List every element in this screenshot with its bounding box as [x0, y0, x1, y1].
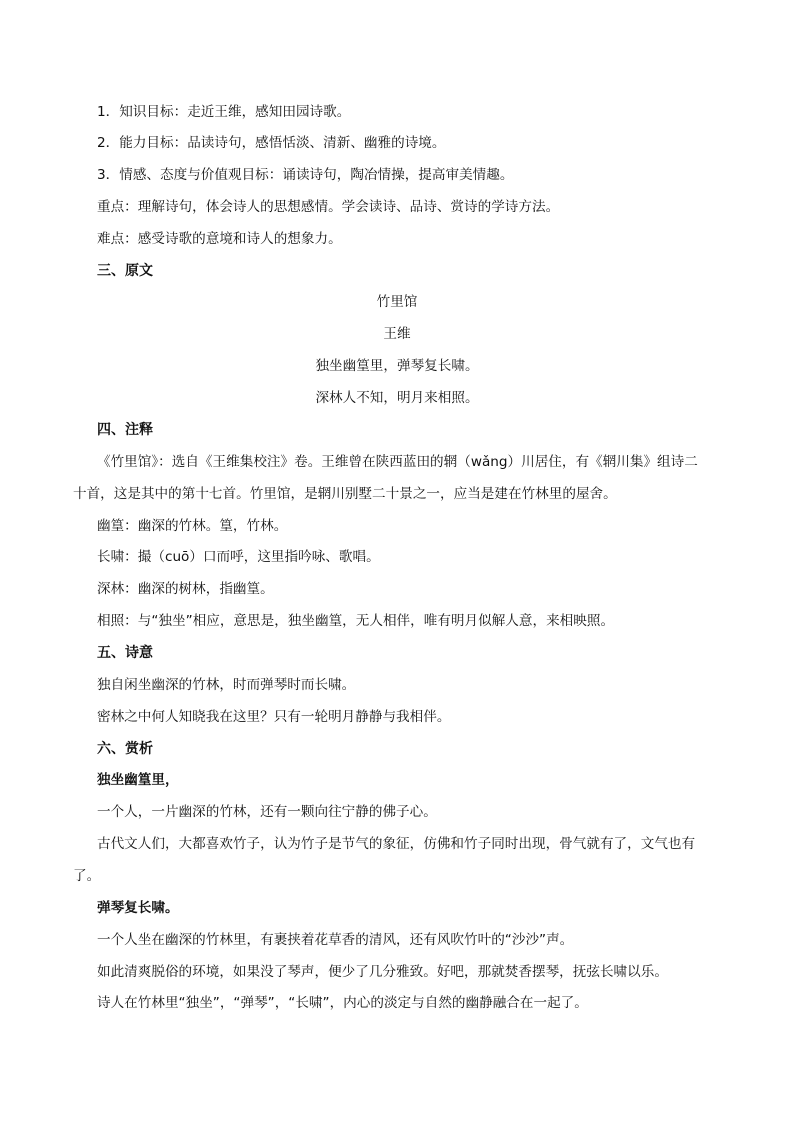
note-item: 相照：与“独坐”相应，意思是，独坐幽篁，无人相伴，唯有明月似解人意，来相映照。 — [97, 613, 615, 629]
appreciation-paragraph: 一个人，一片幽深的竹林，还有一颗向往宁静的佛子心。 — [97, 804, 437, 820]
note-item: 长啸：撮（cuō）口而呼，这里指吟咏、歌唱。 — [97, 549, 380, 565]
appreciation-subheading-1: 独坐幽篁里， — [97, 772, 179, 788]
note-item: 深林：幽深的树林，指幽篁。 — [97, 581, 274, 597]
meaning-line-2: 密林之中何人知晓我在这里？只有一轮明月静静与我相伴。 — [97, 709, 451, 725]
note-item: 幽篁：幽深的竹林。篁，竹林。 — [97, 518, 288, 534]
appreciation-paragraph: 一个人坐在幽深的竹林里，有裹挟着花草香的清风，还有风吹竹叶的“沙沙”声。 — [97, 932, 574, 948]
poem-line-2: 深林人不知，明月来相照。 — [315, 390, 479, 406]
goal-emotion: 3．情感、态度与价值观目标：诵读诗句，陶冶情操，提高审美情趣。 — [97, 167, 514, 183]
appreciation-paragraph: 诗人在竹林里“独坐”，“弹琴”，“长啸”，内心的淡定与自然的幽静融合在一起了。 — [97, 995, 588, 1011]
poem-author: 王维 — [383, 326, 411, 342]
poem-line-1: 独坐幽篁里，弹琴复长啸。 — [315, 358, 479, 374]
meaning-line-1: 独自闲坐幽深的竹林，时而弹琴时而长啸。 — [97, 677, 356, 693]
appreciation-paragraph-line1: 古代文人们，大都喜欢竹子，认为竹子是节气的象征，仿佛和竹子同时出现，骨气就有了，文气也有 — [97, 836, 696, 852]
section-heading-appreciation: 六、赏析 — [97, 741, 153, 757]
appreciation-paragraph-line2: 了。 — [73, 868, 101, 884]
section-heading-notes: 四、注释 — [97, 422, 153, 438]
difficult-point: 难点：感受诗歌的意境和诗人的想象力。 — [97, 231, 342, 247]
key-point: 重点：理解诗句，体会诗人的思想感情。学会读诗、品诗、赏诗的学诗方法。 — [97, 199, 560, 215]
note-source-line2: 十首，这是其中的第十七首。竹里馆，是辋川别墅二十景之一，应当是建在竹林里的屋舍。 — [73, 486, 617, 502]
poem-title: 竹里馆 — [376, 294, 418, 310]
section-heading-meaning: 五、诗意 — [97, 645, 153, 661]
goal-knowledge: 1．知识目标：走近王维，感知田园诗歌。 — [97, 104, 351, 120]
note-source-line1: 《竹里馆》：选自《王维集校注》卷。王维曾在陕西蓝田的辋（wǎng）川居住，有《辋川集》组诗二 — [97, 454, 698, 470]
goal-ability: 2．能力目标：品读诗句，感悟恬淡、清新、幽雅的诗境。 — [97, 135, 446, 151]
section-heading-original: 三、原文 — [97, 263, 153, 279]
appreciation-subheading-2: 弹琴复长啸。 — [97, 900, 179, 916]
appreciation-paragraph: 如此清爽脱俗的环境，如果没了琴声，便少了几分雅致。好吧，那就焚香摆琴，抚弦长啸以乐。 — [97, 964, 668, 980]
